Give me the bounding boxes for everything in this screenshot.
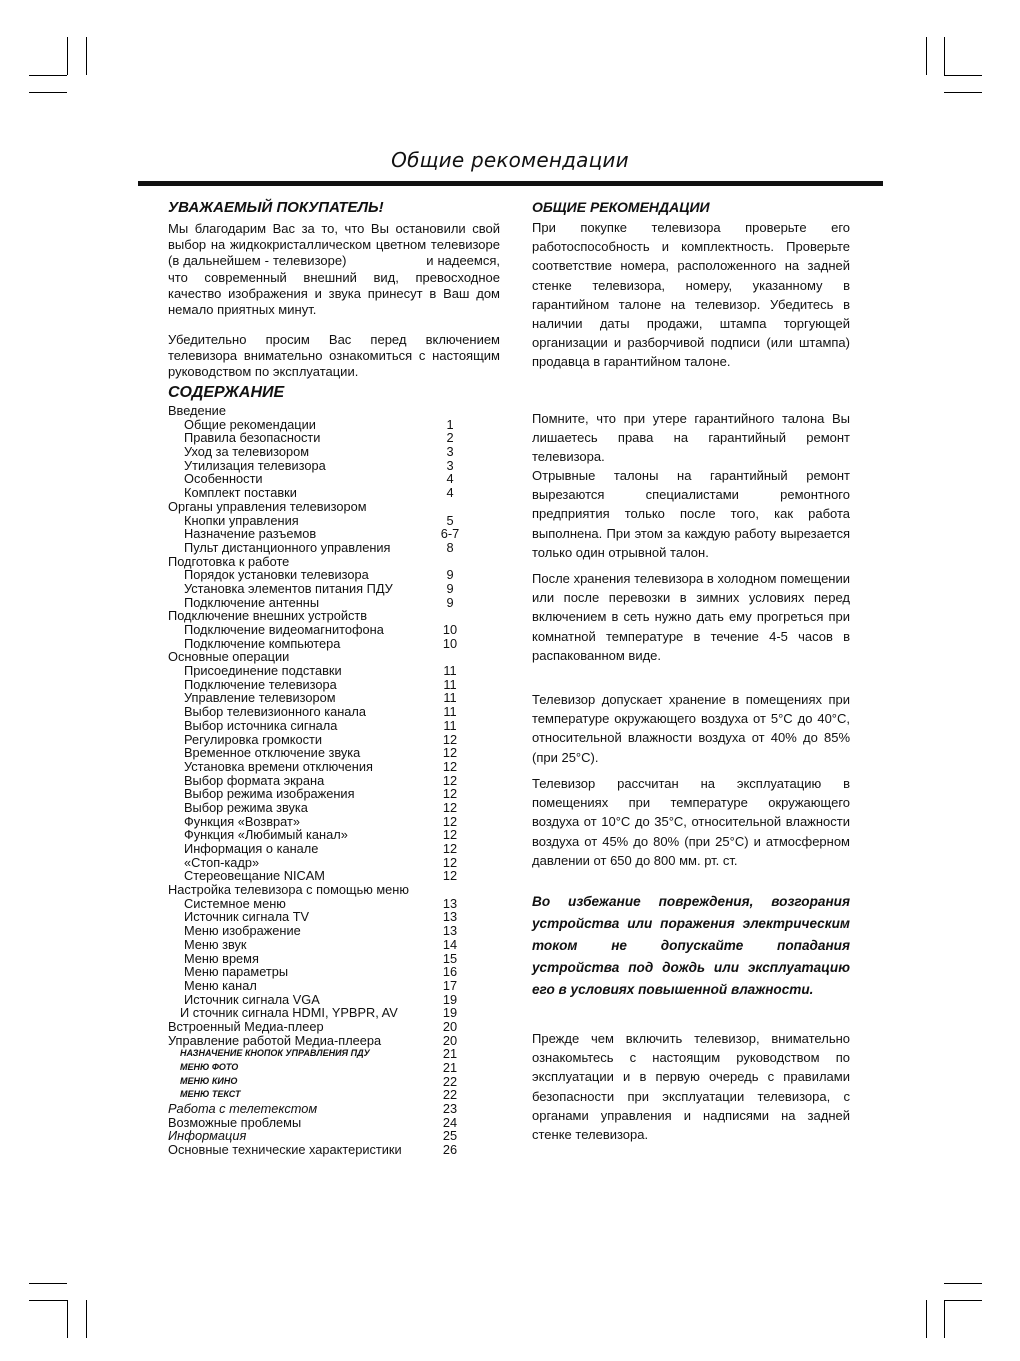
toc-entry-label: Порядок установки телевизора (184, 567, 369, 583)
toc-entry-page: 12 (442, 854, 458, 870)
toc-entry-label: Возможные проблемы (168, 1114, 302, 1130)
toc-entry-page: 16 (442, 964, 458, 980)
toc-entry-label: Меню канал (184, 977, 257, 993)
recommendation-paragraph: Телевизор допускает хранение в помещениях при температуре окружающего воздуха от 5°C до 40°C, относительной влажности воздуха от 40% до 85% (при 25°C). (532, 692, 850, 765)
toc-entry (168, 1047, 468, 1061)
toc-entry (168, 733, 468, 747)
toc-entry (168, 527, 468, 541)
toc-entry (168, 486, 468, 500)
toc-entry-label: Меню время (184, 950, 259, 966)
safety-warning: Во избежание повреждения, возгорания устройства или поражения электрическим током не допускайте попадания устройства под дождь или эксплуатацию его в условиях повышенной влажности. (532, 894, 850, 997)
toc-entry-page: 21 (442, 1046, 458, 1062)
toc-entry-label: Источник сигнала TV (184, 909, 310, 925)
toc-entry-label: Регулировка громкости (184, 731, 323, 747)
toc-entry (168, 856, 468, 870)
toc-entry (168, 1061, 468, 1075)
toc-entry-page: 3 (446, 444, 454, 460)
toc-entry-page: 5 (446, 512, 454, 528)
toc-entry-page: 2 (446, 430, 454, 446)
toc-entry-page: 8 (446, 539, 454, 555)
toc-entry (168, 993, 468, 1007)
toc-entry (168, 582, 468, 596)
toc-entry-label: «Стоп-кадр» (184, 854, 260, 870)
toc-entry-label: Правила безопасности (184, 430, 321, 446)
toc-entry-label: Общие рекомендации (184, 416, 316, 432)
toc-entry-page: 19 (442, 1005, 458, 1021)
toc-entry (168, 801, 468, 815)
toc-entry (168, 883, 468, 897)
toc-entry-page: 12 (442, 799, 458, 815)
toc-entry (168, 1116, 468, 1130)
crop-mark (944, 37, 945, 75)
toc-entry-label: Меню изображение (184, 923, 301, 939)
toc-entry (168, 924, 468, 938)
toc-entry-label: Особенности (184, 471, 263, 487)
recommendation-paragraph: Помните, что при утере гарантийного талона Вы лишаетесь права на гарантийный ремонт телевизора. (532, 411, 850, 465)
toc-entry-label: Выбор телевизионного канала (184, 704, 366, 720)
table-of-contents (168, 404, 468, 1157)
toc-entry-page: 12 (442, 868, 458, 884)
toc-entry (168, 568, 468, 582)
crop-mark (29, 92, 67, 93)
toc-entry-label: МЕНЮ ФОТО (180, 1062, 239, 1072)
toc-entry-label: Органы управления телевизором (168, 498, 367, 514)
toc-entry-label: Основные технические характеристики (168, 1142, 402, 1158)
intro-paragraph: Мы благодарим Вас за то, что Вы остановили свой выбор на жидкокристаллическом цветном телевизоре (в дальнейшем - телевизоре) и надеемся, что современный внешний вид, превосходное качество изображения и звука принесут в Ваш дом немало приятных минут. (168, 221, 504, 318)
toc-entry (168, 828, 468, 842)
intro-paragraph: Убедительно просим Вас перед включением телевизора внимательно ознакомиться с настоящим руководством по эксплуатации. (168, 332, 500, 380)
toc-entry-page: 20 (442, 1032, 458, 1048)
toc-entry (168, 842, 468, 856)
toc-entry-page: 6-7 (440, 526, 460, 542)
intro-heading: УВАЖАЕМЫЙ ПОКУПАТЕЛЬ! (168, 199, 384, 216)
toc-entry-page: 9 (446, 580, 454, 596)
toc-entry-label: И сточник сигнала HDMI, YPBPR, AV (180, 1005, 398, 1021)
toc-entry (168, 445, 468, 459)
recommendations-heading: ОБЩИЕ РЕКОМЕНДАЦИИ (532, 199, 710, 215)
toc-entry (168, 555, 468, 569)
toc-entry (168, 678, 468, 692)
toc-entry (168, 897, 468, 911)
toc-entry-page: 21 (442, 1060, 458, 1075)
toc-entry-page: 23 (442, 1101, 458, 1117)
toc-entry-label: Подключение компьютера (184, 635, 341, 651)
toc-entry-page: 12 (442, 841, 458, 856)
toc-entry (168, 431, 468, 445)
toc-entry (168, 787, 468, 801)
toc-entry-page: 12 (442, 745, 458, 761)
toc-entry-label: Подключение телевизора (184, 676, 337, 692)
toc-entry-label: Установка элементов питания ПДУ (184, 580, 393, 596)
toc-entry-label: Кнопки управления (184, 512, 299, 528)
toc-entry-label: МЕНЮ КИНО (180, 1075, 238, 1086)
toc-entry-label: Присоединение подставки (184, 663, 342, 679)
toc-entry (168, 459, 468, 473)
crop-mark (944, 1283, 982, 1284)
toc-entry-page: 1 (446, 416, 454, 432)
toc-entry-label: Выбор источника сигнала (184, 717, 338, 733)
toc-entry (168, 719, 468, 733)
crop-mark (944, 75, 982, 76)
toc-entry (168, 472, 468, 486)
toc-entry-page: 11 (443, 704, 457, 720)
toc-entry-label: Подготовка к работе (168, 553, 290, 569)
crop-mark (86, 1300, 87, 1338)
toc-entry-label: Системное меню (184, 895, 286, 911)
toc-entry-label: Установка времени отключения (184, 758, 373, 774)
toc-entry (168, 1020, 468, 1034)
toc-entry (168, 979, 468, 993)
toc-entry-label: Назначение разъемов (184, 526, 317, 542)
toc-entry-page: 3 (446, 457, 454, 473)
toc-entry-label: НАЗНАЧЕНИЕ КНОПОК УПРАВЛЕНИЯ ПДУ (180, 1048, 370, 1059)
toc-entry-label: Пульт дистанционного управления (184, 539, 391, 555)
toc-entry-label: Подключение внешних устройств (168, 608, 368, 624)
toc-entry-page: 10 (442, 635, 458, 651)
crop-mark (944, 92, 982, 93)
toc-entry (168, 637, 468, 651)
toc-entry-label: Уход за телевизором (184, 444, 310, 460)
toc-entry (168, 404, 468, 418)
crop-mark (29, 75, 67, 76)
toc-entry (168, 815, 468, 829)
toc-entry-page: 14 (442, 936, 458, 952)
crop-mark (29, 1300, 67, 1301)
toc-entry-page: 12 (442, 758, 458, 774)
toc-entry-page: 4 (446, 471, 454, 487)
toc-entry (168, 623, 468, 637)
toc-entry-page: 12 (442, 772, 458, 788)
toc-entry-label: Информация о канале (184, 841, 319, 856)
toc-entry-page: 19 (442, 991, 458, 1007)
toc-entry-label: Подключение видеомагнитофона (184, 622, 384, 637)
toc-entry-page: 20 (442, 1018, 458, 1034)
toc-entry-label: Основные операции (168, 649, 290, 665)
toc-entry (168, 952, 468, 966)
toc-entry-label: Комплект поставки (184, 485, 297, 501)
toc-entry-page: 13 (442, 923, 458, 939)
toc-entry (168, 1088, 468, 1102)
crop-mark (944, 1300, 982, 1301)
toc-entry-page: 11 (443, 676, 457, 692)
title-divider (138, 181, 883, 186)
crop-mark (67, 1300, 68, 1338)
toc-entry-label: Меню звук (184, 936, 247, 952)
toc-entry-label: Встроенный Медиа-плеер (168, 1018, 324, 1034)
toc-entry-label: Стереовещание NICAM (184, 868, 325, 884)
toc-entry-page: 11 (443, 690, 457, 706)
toc-entry-label: МЕНЮ ТЕКСТ (180, 1089, 241, 1100)
toc-entry-page: 12 (442, 827, 458, 843)
toc-entry (168, 1034, 468, 1048)
toc-entry-page: 12 (442, 813, 458, 829)
toc-entry (168, 1143, 468, 1157)
toc-entry-label: Временное отключение звука (184, 745, 361, 761)
toc-entry-label: Информация (168, 1128, 247, 1144)
toc-entry (168, 1129, 468, 1143)
toc-entry (168, 691, 468, 705)
toc-heading: СОДЕРЖАНИЕ (168, 384, 285, 401)
toc-entry-label: Утилизация телевизора (184, 457, 326, 473)
toc-entry (168, 774, 468, 788)
crop-mark (86, 37, 87, 75)
toc-entry-label: Выбор формата экрана (184, 772, 325, 788)
toc-entry (168, 664, 468, 678)
toc-entry-page: 22 (442, 1073, 458, 1089)
toc-entry (168, 760, 468, 774)
toc-entry (168, 705, 468, 719)
toc-entry-page: 22 (442, 1087, 458, 1103)
toc-entry (168, 650, 468, 664)
toc-entry (168, 1102, 468, 1116)
toc-entry-page: 9 (446, 594, 454, 610)
toc-entry-label: Работа с телетекстом (168, 1101, 318, 1117)
toc-entry (168, 1006, 468, 1020)
toc-entry (168, 965, 468, 979)
crop-mark (926, 37, 927, 75)
toc-entry-label: Введение (168, 403, 226, 418)
toc-entry-label: Выбор режима звука (184, 799, 308, 815)
toc-entry (168, 1075, 468, 1089)
recommendation-paragraph: Отрывные талоны на гарантийный ремонт вырезаются специалистами ремонтного предприятия только после того, как работа выполнена. При этом за каждую работу вырезается только один отрывной талон. (532, 468, 850, 560)
toc-entry (168, 514, 468, 528)
toc-entry-page: 26 (442, 1142, 458, 1158)
toc-entry-page: 24 (442, 1114, 458, 1130)
toc-entry-page: 12 (442, 786, 458, 802)
toc-entry-label: Источник сигнала VGA (184, 991, 320, 1007)
toc-entry-label: Управление работой Медиа-плеера (168, 1032, 382, 1048)
toc-entry-label: Управление телевизором (184, 690, 336, 706)
page-title: Общие рекомендации (391, 148, 629, 172)
toc-entry-label: Настройка телевизора с помощью меню (168, 882, 409, 898)
toc-entry (168, 938, 468, 952)
crop-mark (29, 1283, 67, 1284)
toc-entry (168, 541, 468, 555)
toc-entry-page: 11 (443, 663, 457, 679)
toc-entry-page: 11 (443, 717, 457, 733)
crop-mark (926, 1300, 927, 1338)
toc-entry (168, 746, 468, 760)
toc-entry-label: Меню параметры (184, 964, 289, 980)
toc-entry-page: 25 (442, 1128, 458, 1144)
toc-entry (168, 910, 468, 924)
toc-entry (168, 869, 468, 883)
toc-entry-label: Функция «Возврат» (184, 813, 300, 829)
toc-entry-label: Выбор режима изображения (184, 786, 355, 802)
toc-entry-page: 13 (442, 895, 458, 911)
toc-entry-label: Подключение антенны (184, 594, 320, 610)
toc-entry-page: 4 (446, 485, 454, 501)
crop-mark (944, 1300, 945, 1338)
toc-entry (168, 596, 468, 610)
crop-mark (67, 37, 68, 75)
recommendation-paragraph: При покупке телевизора проверьте его работоспособность и комплектность. Проверьте соответствие номера, расположенного на задней стенке телевизора, номеру, указанному в гарантийном талоне на телевизор. Убедитесь в наличии даты продажи, штампа торгующей организации и разборчивой подписи (или штампа) продавца в гарантийном талоне. (532, 220, 850, 370)
toc-entry-page: 13 (442, 909, 458, 925)
toc-entry (168, 609, 468, 623)
toc-entry-page: 17 (442, 977, 458, 993)
toc-entry-page: 15 (442, 950, 458, 966)
toc-entry (168, 418, 468, 432)
recommendation-paragraph: Телевизор рассчитан на эксплуатацию в помещениях при температуре окружающего воздуха от 10°C до 35°C, относительной влажности воздуха от 45% до 80% (при 25°C) и атмосферном давлении от 650 до 800 мм. рт. ст. (532, 776, 850, 868)
toc-entry-page: 12 (442, 731, 458, 747)
toc-entry (168, 500, 468, 514)
recommendation-paragraph: После хранения телевизора в холодном помещении или после перевозки в зимних условиях перед включением в сеть нужно дать ему прогреться при комнатной температуре в течение 4-5 часов в распакованном виде. (532, 571, 850, 663)
toc-entry-page: 9 (446, 567, 454, 583)
toc-entry-label: Функция «Любимый канал» (184, 827, 348, 843)
recommendation-paragraph: Прежде чем включить телевизор, внимательно ознакомьтесь с настоящим руководством по эксплуатации и в первую очередь с правилами безопасности при эксплуатации телевизора, с органами управления и надписями на задней стенке телевизора. (532, 1031, 850, 1143)
toc-entry-page: 10 (442, 622, 458, 637)
